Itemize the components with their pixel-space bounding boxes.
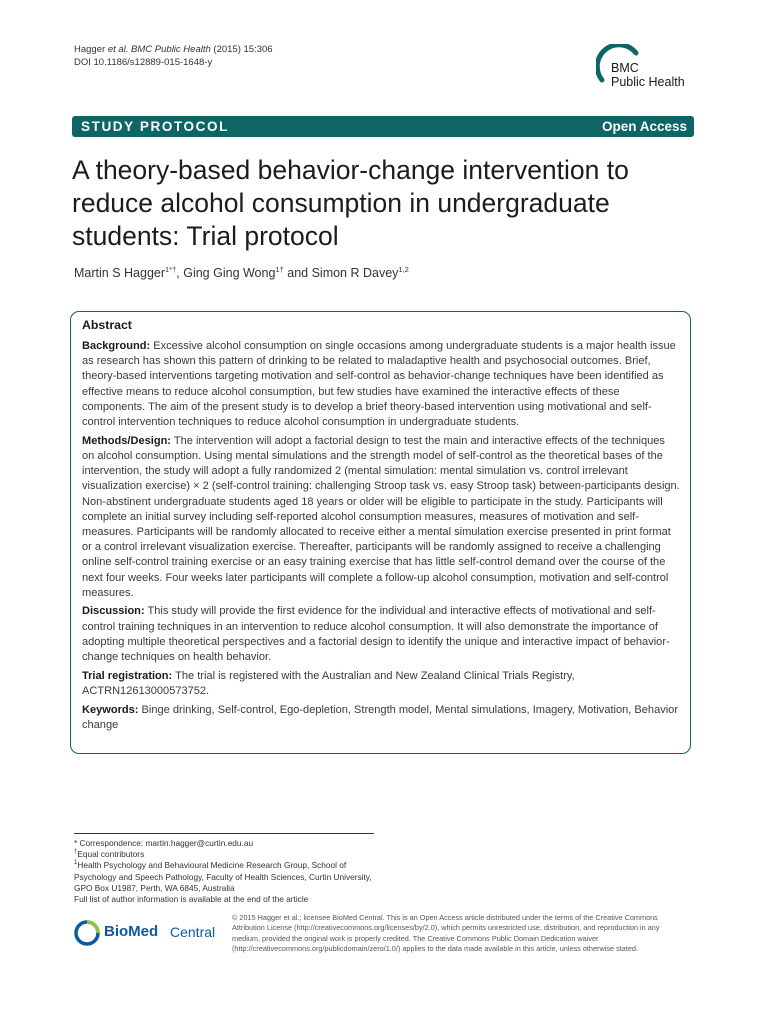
abstract-keywords — [82, 703, 680, 733]
author-affiliation-mark: 1† — [275, 264, 284, 274]
citation-line — [74, 43, 273, 56]
author-name[interactable]: Ging Ging Wong — [183, 266, 276, 280]
citation-year-volume: (2015) 15:306 — [213, 44, 273, 55]
citation-journal: et al. BMC Public Health — [107, 44, 211, 55]
author-affiliation-mark: 1*† — [165, 264, 177, 274]
article-title: A theory-based behavior-change intervention to reduce alcohol consumption in undergraduate students: Trial protocol — [72, 155, 629, 251]
affiliation-mark: 1 — [74, 860, 78, 867]
author-list — [74, 266, 409, 280]
license-text: © 2015 Hagger et al.; licensee BioMed Central. This is an Open Access article distributed under the terms of the Creative Commons Attribution License (http://creativecommons.org/licenses/by/2.0), which permits unrestricted use, distribution, and reproduction in any medium, provided the original work is properly credited. The Creative Commons Public Domain Dedication waiver (http://creativecommons.org/publicdomain/zero/1.0/) applies to the data made available in this article, unless otherwise stated. — [232, 913, 660, 954]
author-affiliation-mark: 1,2 — [398, 264, 409, 274]
section-text: The trial is registered with the Australian and New Zealand Clinical Trials Registry, ACTRN12613000573752. — [82, 669, 575, 697]
section-label: Methods/Design: — [82, 434, 171, 447]
more-info-note: Full list of author information is available at the end of the article — [74, 894, 309, 905]
section-label: Background: — [82, 340, 151, 352]
abstract-methods — [82, 434, 680, 601]
journal-logo[interactable] — [596, 44, 696, 96]
author-separator: and — [283, 266, 312, 280]
section-text: The intervention will adopt a factorial design to test the main and interactive effects of the techniques on alcohol consumption. Using mental simulations and the strength model of self-control as the theoretical bases of the intervention, the study will adopt a fully randomized 2 (mental simulation: mental simulation vs. control irrelevant visualization exercise) × 2 (self-control training: challenging Stroop task vs. easy Stroop task) between-participants design. Non-abstinent undergraduate students aged 18 years or older will be eligible to participate in the study. Participants will complete an initial survey including self-reported alcohol consumption measures, measures of motivation and self- measures. Participants will be randomly allocated to receive either a mental simulation exercise presented in print format or a control irrelevant visualization exercise. Thereafter, participants will be randomly assigned to receive a challenging online self-control training exercise or an easy training exercise that has little self-control demand over the course of the next four weeks. Four weeks later participants will complete a follow-up alcohol consumption, motivation and self-control measures. — [82, 434, 680, 599]
abstract-background — [82, 339, 680, 430]
affiliation-text: Health Psychology and Behavioural Medicine Research Group, School of Psychology and Speech Pathology, Faculty of Health Sciences, Curtin University, GPO Box U1987, Perth, WA 6845, Australia — [74, 860, 372, 893]
abstract-box — [70, 311, 691, 754]
publisher-logo[interactable] — [73, 916, 223, 950]
article-type-banner — [72, 116, 694, 137]
abstract-discussion — [82, 604, 680, 665]
correspondence-note[interactable]: * Correspondence: martin.hagger@curtin.edu.au — [74, 838, 254, 848]
equal-text: Equal contributors — [77, 849, 145, 860]
publisher-name-bold: BioMed — [104, 923, 159, 940]
abstract-trial-registration — [82, 669, 680, 699]
section-text: This study will provide the first evidence for the individual and interactive effects of motivational and self-control training techniques in an intervention to reduce alcohol consumption. It will also demonstrate the importance of adopting multiple theoretical perspectives and a factorial design to identify the unique and interactive impact of behavior-change techniques on health behavior. — [82, 605, 670, 664]
journal-logo-line2: Public Health — [611, 75, 685, 89]
author-name[interactable]: Martin S Hagger — [74, 266, 166, 280]
section-label: Discussion: — [82, 605, 145, 618]
section-label: Trial registration: — [82, 669, 173, 682]
journal-logo-line1: BMC — [611, 61, 639, 75]
citation-doi[interactable]: DOI 10.1186/s12889-015-1648-y — [74, 57, 213, 68]
citation-author: Hagger — [74, 44, 106, 55]
section-text: Excessive alcohol consumption on single occasions among undergraduate students is a major health issue as research has shown this pattern of drinking to be related to maladaptive health and psychosocial outcomes. Brief, theory-based interventions targeting motivation and self-control as behavior-change techniques have been identified as effective means to reduce alcohol consumption, but few studies have examined the interactive effects of these components. The aim of the present study is to develop a brief theory-based intervention using motivational and self-control intervention techniques to reduce alcohol consumption in undergraduate students. — [82, 340, 676, 429]
section-label: Keywords: — [82, 703, 139, 716]
abstract-heading: Abstract — [82, 318, 132, 332]
open-access-label[interactable]: Open Access — [601, 119, 687, 134]
footnotes — [74, 838, 384, 905]
equal-contributors-note — [74, 849, 384, 860]
section-text: Binge drinking, Self-control, Ego-depletion, Strength model, Mental simulations, Imagery, Motivation, Behavior change — [82, 703, 679, 731]
author-separator: , — [176, 266, 184, 280]
article-type-label: STUDY PROTOCOL — [81, 119, 229, 134]
footnote-divider — [74, 833, 374, 834]
affiliation-note — [74, 860, 384, 894]
citation-header — [74, 43, 273, 69]
equal-mark: † — [74, 849, 78, 856]
publisher-name-regular: Central — [170, 924, 216, 940]
biomed-central-circle-icon — [73, 916, 103, 950]
author-name[interactable]: Simon R Davey — [311, 266, 399, 280]
